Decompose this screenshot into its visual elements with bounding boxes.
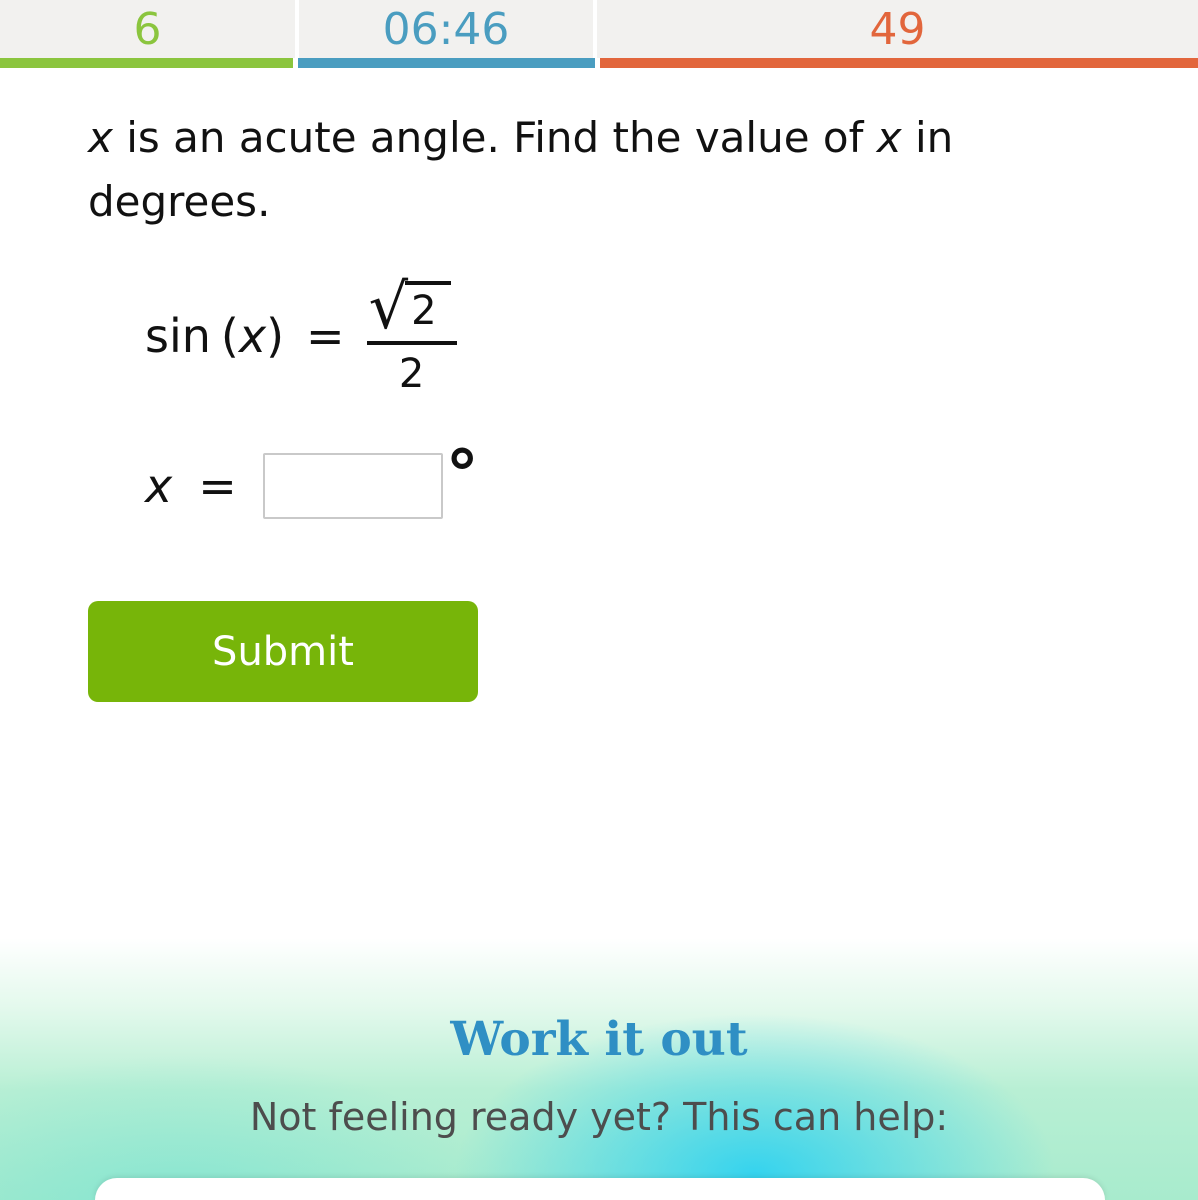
answer-input[interactable] xyxy=(263,453,443,519)
close-paren: ) xyxy=(266,308,285,363)
smartscore-counter xyxy=(597,0,1198,58)
help-card[interactable] xyxy=(95,1178,1105,1200)
question-text xyxy=(88,106,1098,234)
fraction-denominator: 2 xyxy=(398,351,425,397)
help-prompt-text: Not feeling ready yet? This can help: xyxy=(249,1095,949,1139)
status-bar xyxy=(0,0,1198,58)
radical-icon: √ xyxy=(368,270,409,343)
question-variable-1: x xyxy=(88,113,113,162)
radicand: 2 xyxy=(405,281,450,333)
elapsed-timer xyxy=(295,0,597,58)
elapsed-timer-value: 06:46 xyxy=(382,3,510,55)
trig-function-label: sin xyxy=(145,308,211,363)
progress-bars xyxy=(0,58,1198,68)
question-segment-2: in degrees. xyxy=(88,113,954,226)
fraction-numerator xyxy=(367,270,457,345)
equation xyxy=(145,270,1198,397)
equals-sign: = xyxy=(306,308,345,363)
questions-answered-value: 6 xyxy=(133,3,162,55)
progress-bar-score xyxy=(600,58,1198,68)
answer-row xyxy=(145,436,1198,519)
progress-bar-questions xyxy=(0,58,293,68)
work-it-out-heading: Work it out xyxy=(450,1012,748,1067)
equation-variable: x xyxy=(238,308,267,363)
questions-answered-counter xyxy=(0,0,295,58)
submit-button[interactable]: Submit xyxy=(88,601,478,702)
fraction xyxy=(367,270,457,397)
question-segment-1: is an acute angle. Find the value of xyxy=(112,113,877,162)
question-variable-2: x xyxy=(876,113,902,162)
degree-symbol: ° xyxy=(445,436,479,513)
smartscore-value: 49 xyxy=(869,3,926,55)
answer-equals-sign: = xyxy=(198,459,237,513)
answer-variable: x xyxy=(145,459,173,513)
progress-bar-timer xyxy=(298,58,595,68)
work-it-out-panel xyxy=(0,938,1198,1200)
open-paren: ( xyxy=(220,308,239,363)
